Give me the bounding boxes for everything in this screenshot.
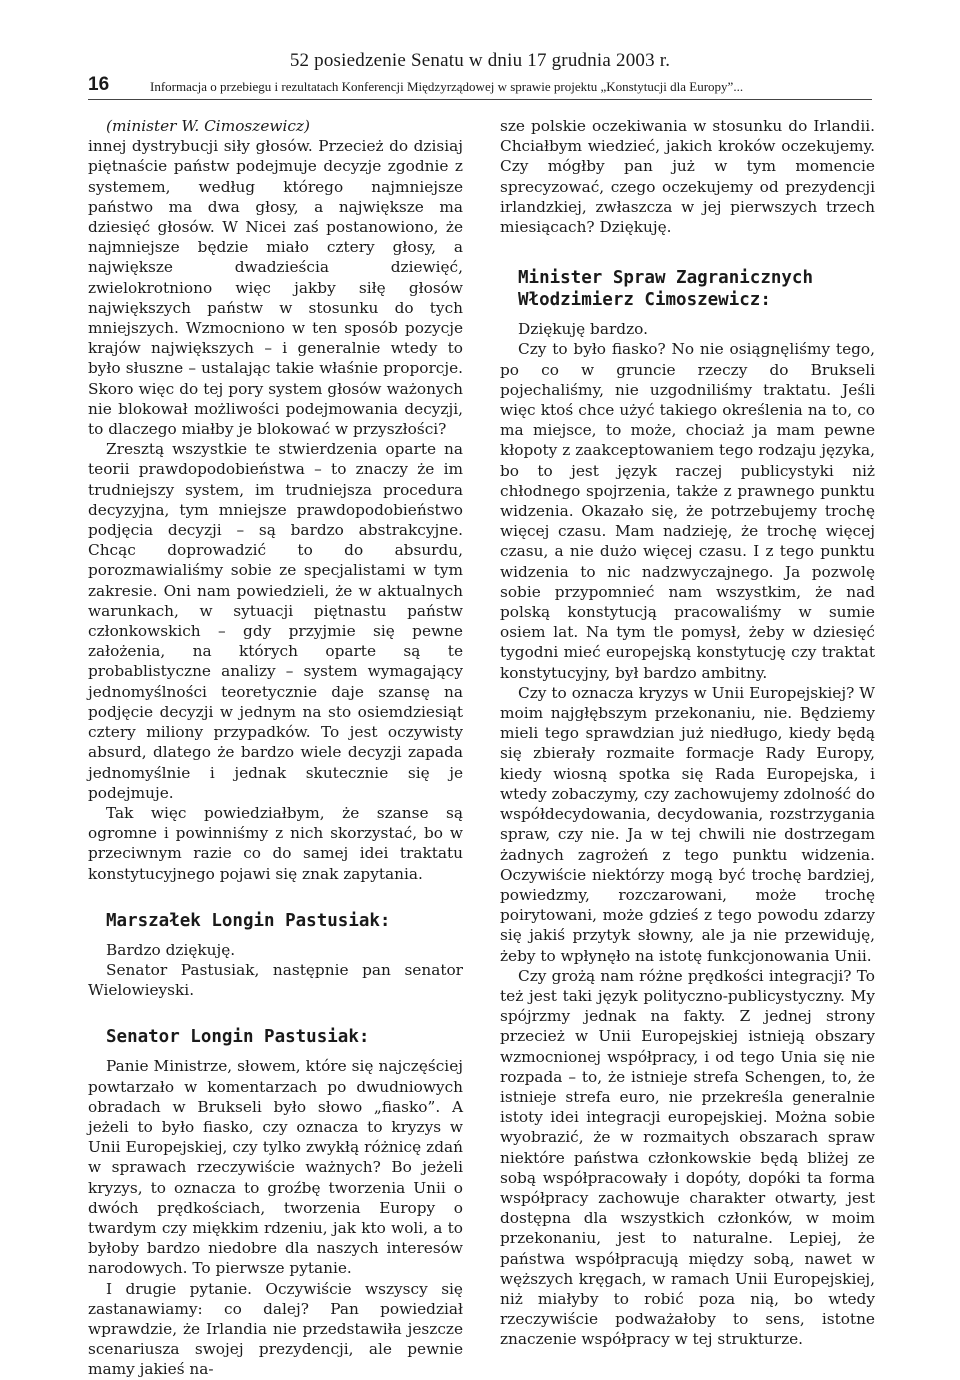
speaker-heading: Senator Longin Pastusiak: xyxy=(106,1027,370,1048)
paragraph: Czy to było fiasko? No nie osiągnęliśmy tego, po co w gruncie rzeczy do Brukseli pojechaliśmy, nie uzgodniliśmy traktatu. Jeśli więc ktoś chce użyć takiego określenia na to, co ma miejsce, to może, chociaż ja mam pewne kłopoty z zaakceptowaniem tego rodzaju języka, bo to jest język raczej publicystyki niż chłodnego spojrzenia, także z prawnego punktu widzenia. Okazało się, że potrzebujemy trochę więcej czasu. Mam nadzieję, że trochę więcej czasu, a nie dużo więcej czasu. I z tego punktu widzenia to nic nadzwyczajnego. Ja pozwolę sobie przypomnieć nam wszystkim, że nad polską konstytucją pracowaliśmy w sumie osiem lat. Na tym tle pomysł, żeby w dziesięć tygodni mieć europejską konstytucję czy traktat konstytucyjny, był bardzo ambitny. xyxy=(500,340,875,682)
paragraph: I drugie pytanie. Oczywiście wszyscy się zastanawiamy: co dalej? Pan powiedział wprawdzie, że Irlandia nie przedstawiła jeszcze scenariusza swojej prezydencji, ale pewnie mamy jakieś na- xyxy=(88,1279,463,1379)
header-divider xyxy=(88,99,872,100)
paragraph: Dziękuję bardzo. xyxy=(518,320,648,339)
paragraph: Senator Pastusiak, następnie pan senator Wielowieyski. xyxy=(88,960,463,1000)
paragraph: Zresztą wszystkie te stwierdzenia oparte na teorii prawdopodobieństwa – to znaczy że im trudniejszy system, im trudniejsza procedura decyzyjna, tym mniejsze prawdopodobieństwo podjęcia decyzji – są bardzo abstrakcyjne. Chcąc doprowadzić to do absurdu, porozmawialiśmy sobie ze specjalistami w tym zakresie. Oni nam powiedzieli, że w aktualnych warunkach, w sytuacji piętnastu państw członkowskich – gdy przyjmie się pewne założenia, na których oparte są te probablistyczne analizy – system wymagający jednomyślności teoretycznie daje szansę na podjęcie decyzji w jednym na sto osiemdziesiąt cztery miliony przypadków. To jest oczywisty absurd, dlatego że bardzo wiele decyzji zapada jednomyślnie i jednak skutecznie się je podejmuje. xyxy=(88,440,463,802)
speaker-heading: Marszałek Longin Pastusiak: xyxy=(106,910,391,931)
paragraph: Panie Ministrze, słowem, które się najczęściej powtarzało w komentarzach po dwudniowych obradach w Brukseli było słowo „fiasko”. A jeżeli to było fiasko, czy oznacza to kryzys w Unii Europejskiej, czy tylko zwykłą różnicę zdań w sprawach rzeczywiście ważnych? Bo jeżeli kryzys, to oznacza to groźbę tworzenia Unii o dwóch prędkościach, tworzenia Europy o twardym czy miękkim rdzeniu, jak kto woli, a to byłoby bardzo niedobre dla naszych interesów narodowych. To pierwsze pytanie. xyxy=(88,1057,463,1278)
speaker-heading-line: Minister Spraw Zagranicznych xyxy=(518,268,814,289)
running-header-title: 52 posiedzenie Senatu w dniu 17 grudnia 2003 r. xyxy=(289,50,671,71)
left-column xyxy=(88,116,463,1380)
paragraph: sze polskie oczekiwania w stosunku do Irlandii. Chciałbym wiedzieć, jakich kroków oczekujemy. Czy mógłby pan już w tym momencie sprecyzować, czego oczekujemy od prezydencji irlandzkiej, zwłaszcza w jej pierwszych trzech miesiącach? Dziękuję. xyxy=(500,117,875,237)
paragraph: innej dystrybucji siły głosów. Przecież do dzisiaj piętnaście państw podejmuje decyzje zgodnie z systemem, według którego najmniejsze państwo ma dwa głosy, a największe ma dziesięć głosów. W Nicei zaś postanowiono, że najmniejsze będzie miało cztery głosy, a największe dwadzieścia dziewięć, zwielokrotniono więc jakby siłę głosów największych państw w stosunku do tych mniejszych. Wzmocniono w ten sposób pozycje krajów największych – i generalnie wtedy to było słuszne – ustalając takie właśnie proporcje. Skoro więc do tej pory system głosów ważonych nie blokował możliwości podejmowania decyzji, to dlaczego miałby je blokować w przyszłości? xyxy=(88,137,463,439)
page-number: 16 xyxy=(88,74,110,95)
speaker-heading xyxy=(518,267,875,311)
speaker-heading-line: Włodzimierz Cimoszewicz: xyxy=(518,290,771,311)
paragraph: Tak więc powiedziałbym, że szanse są ogromne i powinniśmy z nich skorzystać, bo w przeciwnym razie co do samej idei traktatu konstytucyjnego pojawi się znak zapytania. xyxy=(88,803,463,883)
speaker-attribution: (minister W. Cimoszewicz) xyxy=(106,117,310,135)
right-column xyxy=(500,116,875,1350)
paragraph: Bardzo dziękuję. xyxy=(106,940,236,959)
paragraph: Czy grożą nam różne prędkości integracji? To też jest taki język polityczno-publicystyczny. My spójrzmy jednak na fakty. Z jednej strony przecież w Unii Europejskiej istnieją obszary wzmocnionej współpracy, i od tego Unia się nie rozpada – to, że istnieje strefa Schengen, to, że istnieje strefa euro, nie przekreśla generalnie istoty idei integracji europejskiej. Można sobie wyobrazić, że w rozmaitych obszarach spraw niektóre państwa członkowskie będą bliżej ze sobą współpracowały i dopóty, dopóki ta forma współpracy zachowuje charakter otwarty, jest dostępna dla wszystkich członków, w moim przekonaniu, jest to naturalne. Lepiej, że państwa współpracują między sobą, nawet w węższych kręgach, w ramach Unii Europejskiej, niż miałyby to robić poza nią, bo wtedy rzeczywiście podważałoby to sens, istotne znaczenie współpracy w tej strukturze. xyxy=(500,966,875,1349)
running-header-subtitle: Informacja o przebiegu i rezultatach Konferencji Międzyrządowej w sprawie projektu „Konstytucji dla Europy”... xyxy=(150,79,744,94)
paragraph: Czy to oznacza kryzys w Unii Europejskiej? W moim najgłębszym przekonaniu, nie. Będziemy mieli tego sprawdzian już niedługo, kiedy będą się zbierały rozmaite formacje Rady Europy, kiedy wiosną spotka się Rada Europejska, i wtedy zobaczymy, czy zachowujemy zdolność do współdecydowania, decydowania, rozstrzygania spraw, czy nie. Ja w tej chwili nie dostrzegam żadnych zagrożeń z tego punktu widzenia. Oczywiście niektórzy mogą być trochę bardziej, powiedzmy, rozczarowani, może trochę poirytowani, może gdzieś z tego powodu zdarzy się jakiś przytyk słowny, ale ja nie przewiduję, żeby to wpłynęło na istotę funkcjonowania Unii. xyxy=(500,683,875,965)
